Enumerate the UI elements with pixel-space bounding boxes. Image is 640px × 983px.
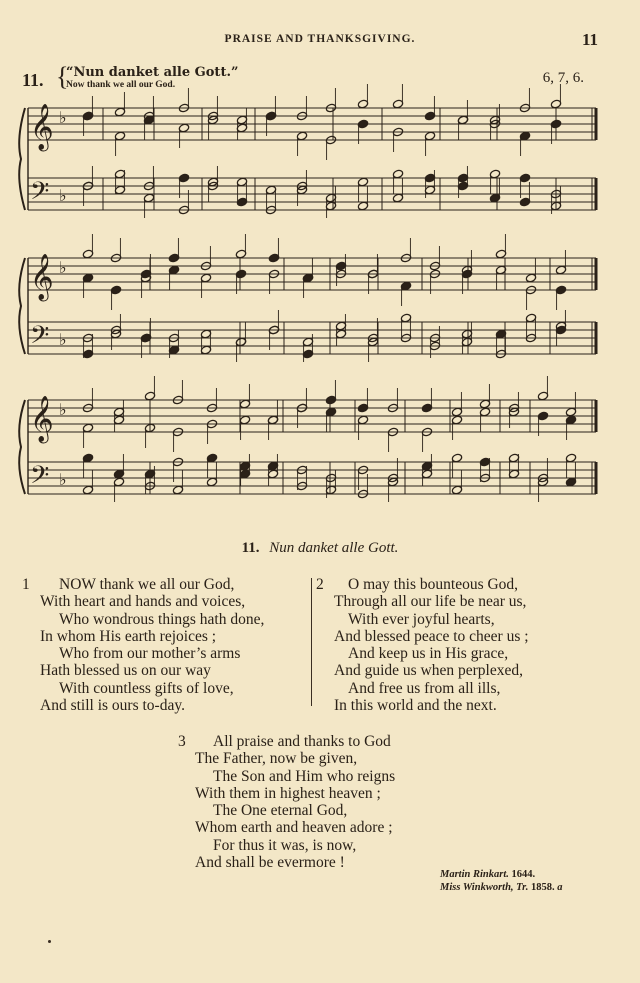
bass-clef-icon: 𝄢 — [30, 177, 50, 212]
verse-line: And blessed peace to cheer us ; — [334, 627, 529, 645]
translator-year: 1858. — [530, 882, 555, 893]
verse-line: And keep us in His grace, — [348, 645, 509, 663]
author-year: 1644. — [511, 869, 536, 880]
brace-icon — [19, 258, 25, 354]
verse-line: The One eternal God, — [213, 802, 348, 820]
verse-line: And guide us when perplexed, — [334, 662, 523, 680]
running-title: PRAISE AND THANKSGIVING. — [224, 33, 416, 45]
tune-title: “Nun danket alle Gott.” — [66, 65, 239, 80]
brace-icon — [19, 108, 25, 210]
translator-name: Miss Winkworth, Tr. — [440, 882, 529, 893]
page-number: 11 — [581, 30, 598, 49]
flat-icon: ♭ — [59, 330, 67, 349]
treble-clef-icon: 𝄞 — [30, 104, 54, 150]
treble-clef-icon: 𝄞 — [30, 396, 54, 442]
verse-number: 2 — [316, 576, 324, 593]
verse-number: 1 — [22, 576, 30, 593]
bass-clef-icon: 𝄢 — [30, 321, 50, 356]
column-divider — [311, 578, 312, 706]
verse-line: In whom His earth rejoices ; — [40, 627, 217, 645]
verse-3 — [178, 733, 395, 871]
caption-number: 11. — [241, 540, 260, 556]
verse-line: O may this bounteous God, — [348, 576, 519, 593]
credits — [440, 868, 562, 894]
verse-line: And still is ours to-day. — [40, 697, 185, 715]
hymn-caption — [0, 540, 640, 557]
flat-icon: ♭ — [59, 400, 67, 419]
verse-number: 3 — [178, 733, 186, 750]
verse-line: Whom earth and heaven adore ; — [195, 819, 393, 837]
verse-line: With countless gifts of love, — [59, 679, 234, 697]
flat-icon: ♭ — [59, 258, 67, 277]
brace-icon — [19, 400, 25, 494]
verse-line: Who wondrous things hath done, — [59, 610, 265, 628]
verse-line: And free us from all ills, — [348, 679, 501, 697]
verse-line: All praise and thanks to God — [213, 733, 391, 750]
verse-line: NOW thank we all our God, — [59, 576, 235, 593]
verse-line: Hath blessed us on our way — [40, 662, 211, 680]
meter: 6, 7, 6. — [542, 70, 584, 86]
verse-line: The Son and Him who reigns — [213, 767, 396, 785]
hymn-number: 11. — [22, 70, 44, 90]
bass-clef-icon: 𝄢 — [30, 461, 50, 496]
verse-line: With heart and hands and voices, — [40, 593, 246, 611]
treble-clef-icon: 𝄞 — [30, 254, 54, 300]
brace-icon: { — [56, 62, 69, 91]
verse-2 — [316, 576, 529, 714]
caption-title: Nun danket alle Gott. — [269, 540, 399, 556]
verse-line: Who from our mother’s arms — [59, 645, 241, 663]
verse-line: With ever joyful hearts, — [348, 610, 495, 628]
verse-line: In this world and the next. — [334, 697, 497, 715]
verse-line: For thus it was, is now, — [213, 836, 357, 854]
verse-1 — [22, 576, 264, 714]
verse-line: The Father, now be given, — [195, 750, 358, 768]
printer-dot — [48, 940, 51, 943]
author-name: Martin Rinkart. — [440, 869, 509, 880]
flat-icon: ♭ — [59, 470, 67, 489]
translator-mark: a — [557, 882, 563, 893]
verse-line: And shall be evermore ! — [195, 854, 345, 872]
tune-subtitle: Now thank we all our God. — [66, 80, 176, 90]
verse-line: With them in highest heaven ; — [195, 784, 381, 802]
verse-line: Through all our life be near us, — [334, 593, 527, 611]
flat-icon: ♭ — [59, 108, 67, 127]
flat-icon: ♭ — [59, 186, 67, 205]
